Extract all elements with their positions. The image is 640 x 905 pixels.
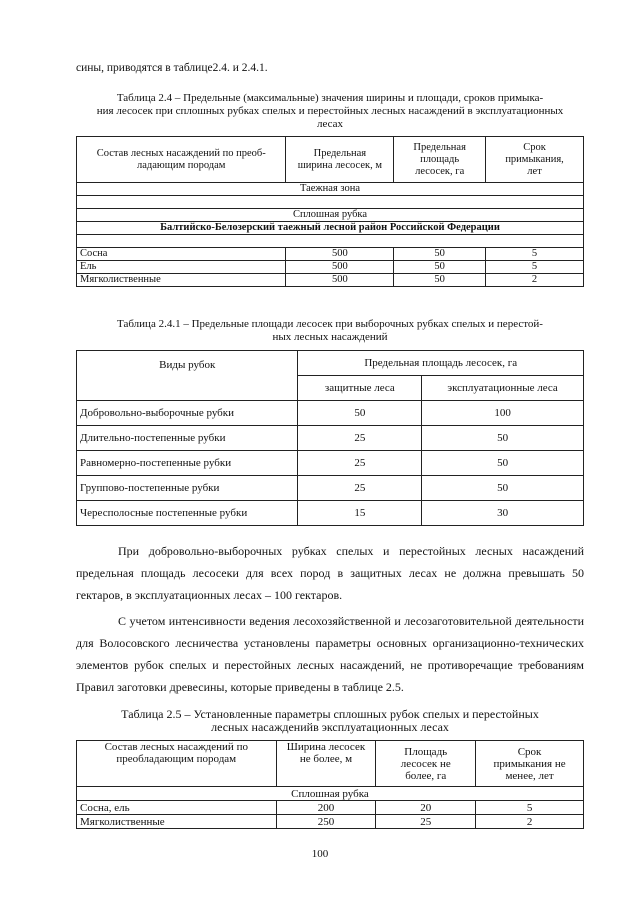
table25-header-term: Срок примыкания не менее, лет (476, 741, 584, 787)
intro-line: сины, приводятся в таблице2.4. и 2.4.1. (76, 62, 268, 74)
table25-header-composition: Состав лесных насаждений по преобладающим породам (77, 741, 277, 787)
table-row: Группово-постепенные рубки 25 50 (77, 476, 584, 501)
table24-caption-line: ния лесосек при сплошных рубках спелых и перестойных лесных насаждений в эксплуатационных (96, 105, 564, 117)
table24-blank-row (77, 196, 584, 209)
table24-cut-type: Сплошная рубка (77, 209, 584, 222)
table24-caption-line: лесах (316, 118, 344, 130)
table24-header-term: Срок примыкания, лет (486, 137, 584, 183)
table24-header-width: Предельная ширина лесосек, м (286, 137, 394, 183)
page-number: 100 (311, 848, 329, 860)
table241-header-group: Предельная площадь лесосек, га (298, 351, 584, 376)
table24-zone: Таежная зона (77, 183, 584, 196)
table25-cut-type: Сплошная рубка (77, 787, 584, 801)
paragraph-2: С учетом интенсивности ведения лесохозяйственной и лесозаготовительной деятельности для Волосовского лесничества установлены параметры основных организационно-технических элементов рубок спелых и перестойных лесных насаждений, не противоречащие требованиям Правил заготовки древесины, которые приведены в таблице 2.5. (76, 614, 584, 694)
table25-header-row (77, 741, 584, 787)
paragraph-1: При добровольно-выборочных рубках спелых и перестойных лесных насаждений предельная площадь лесосеки для всех пород в защитных лесах не должна превышать 50 гектаров, в эксплуатационных лесах – 100 гектаров. (76, 544, 584, 602)
table241-caption (76, 318, 584, 344)
table-row: Длительно-постепенные рубки 25 50 (77, 426, 584, 451)
table241-caption-line: ных лесных насаждений (272, 331, 388, 343)
table25-caption (76, 708, 584, 734)
table24-header-row (77, 137, 584, 183)
table24-header-area: Предельная площадь лесосек, га (394, 137, 486, 183)
table24-caption (76, 92, 584, 131)
table24-header-composition: Состав лесных насаждений по преоб- ладающим породам (77, 137, 286, 183)
table25-header-area: Площадь лесосек не более, га (376, 741, 476, 787)
table-row: Ель 500 50 5 (77, 261, 584, 274)
table25-caption-line: Таблица 2.5 – Установленные параметры сплошных рубок спелых и перестойных (121, 707, 539, 721)
table241-header-type: Виды рубок (77, 351, 298, 401)
table-row: Мягколиственные 250 25 2 (77, 815, 584, 829)
table241-caption-line: Таблица 2.4.1 – Предельные площади лесосек при выборочных рубках спелых и перестой- (117, 318, 543, 330)
table25-caption-line: лесных насажденийв эксплуатационных лесах (211, 720, 449, 734)
table-row: Чересполосные постепенные рубки 15 30 (77, 501, 584, 526)
table24-region: Балтийско-Белозерский таежный лесной район Российской Федерации (77, 222, 584, 235)
table241-header-exploitation: эксплуатационные леса (422, 376, 584, 401)
table24 (76, 136, 584, 287)
table25 (76, 740, 584, 829)
table-row: Мягколиственные 500 50 2 (77, 274, 584, 287)
table-row: Равномерно-постепенные рубки 25 50 (77, 451, 584, 476)
table-row: Добровольно-выборочные рубки 50 100 (77, 401, 584, 426)
table-row: Сосна, ель 200 20 5 (77, 801, 584, 815)
table241-header-protective: защитные леса (298, 376, 422, 401)
table241 (76, 350, 584, 526)
table25-header-width: Ширина лесосек не более, м (276, 741, 376, 787)
table24-blank-row (77, 235, 584, 248)
table-row: Сосна 500 50 5 (77, 248, 584, 261)
table24-caption-line: Таблица 2.4 – Предельные (максимальные) значения ширины и площади, сроков примыка- (116, 92, 544, 104)
